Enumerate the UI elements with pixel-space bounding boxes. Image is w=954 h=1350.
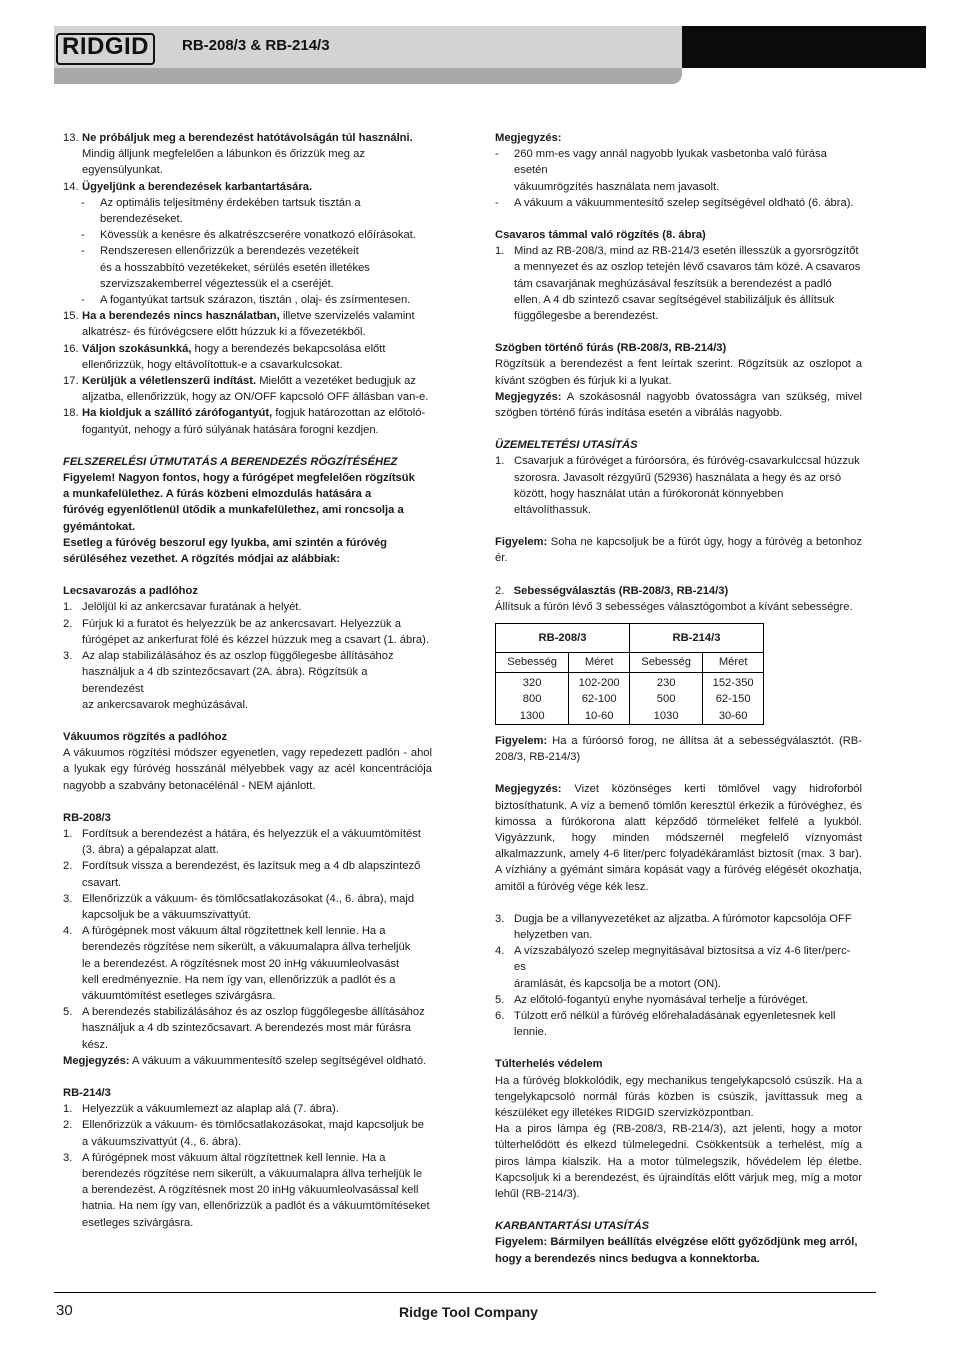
section-title-angle: Szögben történő fúrás (RB-208/3, RB-214/3) (495, 342, 727, 355)
section-title-rb208: RB-208/3 (63, 811, 111, 824)
model-title: RB-208/3 & RB-214/3 (182, 37, 330, 54)
angle-paragraph: Rögzítsük a berendezést a fent leírtak szerint. Rögzítsük az oszlopot a kívánt szögben és fúrjuk ki a lyukat. (495, 358, 862, 387)
rb208-note: Megjegyzés: A vákuum a vákuummentesítő szelep segítségével oldható. (63, 1054, 427, 1067)
list-item: 3. Az alap stabilizálásához és az oszlop függőlegesbe állításához használjuk a 4 db szintezőcsavart (2A. ábra). Rögzítsük a berendezést az ankercsavarok meghúzásával. (63, 650, 394, 711)
overload-paragraph-2: Ha a piros lámpa ég (RB-208/3, RB-214/3), azt jelenti, hogy a motor túlterhelődött és elkezd túlmelegedni. Csökkentsük a terhelést, míg a piros lámpa kialszik. Ha a motor túlmelegszik, hővédelem lép életbe. Kapcsoljuk ki a berendezést, és újraindítás előtt várjuk meg, míg a motor lehűl (RB-214/3). (495, 1123, 862, 1201)
speed-heading: 2. Sebességválasztás (RB-208/3, RB-214/3) (495, 584, 729, 597)
table-header: RB-208/3 (496, 624, 630, 653)
list-item: 3. Ellenőrizzük a vákuum- és tömlőcsatlakozásokat (4., 6. ábra), majd kapcsoljuk be a vákuumszivattyút. (63, 892, 415, 921)
operation-warning: Figyelem: Soha ne kapcsoljuk be a fúrót úgy, hogy a fúróvég a betonhoz ér. (495, 536, 862, 565)
page-header (54, 26, 926, 68)
section-title-rb214: RB-214/3 (63, 1086, 111, 1099)
note-title: Megjegyzés: (495, 132, 562, 144)
dash-item: - 260 mm-es vagy annál nagyobb lyukak vasbetonba való fúrása esetén vákuumrögzítés használata nem javasolt. (495, 148, 827, 193)
table-subheader: Sebesség (629, 653, 702, 673)
list-item: 4. A fúrógépnek most vákuum által rögzítettnek kell lennie. Ha a berendezés rögzítése nem sikerült, a vákuumalapra állva terheljük le a berendezést. A rögzítésnek most 20 inHg vákuumleolvasást kell eredményeznie. Ha nem így van, ellenőrizzük a padlót és a vákuumtömítést esetleges szivárgásra. (63, 925, 411, 1002)
speed-table (495, 623, 764, 725)
section-title-operation: ÜZEMELTETÉSI UTASÍTÁS (495, 439, 638, 452)
table-subheader: Méret (569, 653, 630, 673)
list-item: 13. Ne próbáljuk meg a berendezést hatótávolságán túl használni. Mindig álljunk megfelelően a lábunkon és őrizzük meg az egyensúlyunkat. (63, 132, 413, 177)
overload-paragraph-1: Ha a fúróvég blokkolódik, egy mechanikus tengelykapcsoló csúszik. Ha a tengelykapcsoló normál fúrás közben is csúszik, javíttassuk meg a készüléket egy illetékes RIDGID szervizközpontban. (495, 1074, 862, 1120)
table-header: RB-214/3 (629, 624, 763, 653)
list-item: 1. Fordítsuk a berendezést a hátára, és helyezzük el a vákuumtömítést (3. ábra) a gépalapzat alatt. (63, 827, 421, 857)
list-item: 1. Helyezzük a vákuumlemezt az alaplap alá (7. ábra). (63, 1103, 339, 1116)
angle-note: Megjegyzés: A szokásosnál nagyobb óvatosságra van szükség, mivel szögben történő fúrás indítása esetén a vibrálás nagyobb. (495, 390, 862, 420)
right-column (495, 130, 862, 1267)
list-item: 16. Váljon szokásunkká, hogy a berendezés bekapcsolása előtt ellenőrizzük, hogy eltávolítottuk-e a csavarkulcsokat. (63, 342, 386, 371)
list-item: 3. A fúrógépnek most vákuum által rögzítettnek kell lennie. Ha a berendezés rögzítése nem sikerült, a vákuumalapra állva terheljük le a berendezést. A rögzítésnek most 20 inHg vákuumleolvasással kell hatnia. Ha nem így van, ellenőrizzük a padlót és a vákuumtömítéseket esetleges szivárgásra. (63, 1151, 430, 1229)
header-black-band (682, 26, 926, 68)
section-title-overload: Túlterhelés védelem (495, 1058, 603, 1071)
list-item: 2. Fúrjuk ki a furatot és helyezzük be az ankercsavart. Helyezzük a fúrógépet az ankerfurat fölé és kézzel húzzuk meg a csavart (1. ábra). (63, 617, 429, 646)
list-item: 1. Mind az RB-208/3, mind az RB-214/3 esetén illesszük a gyorsrögzítőt a mennyezet és az oszlop tetején lévő csavaros tám közé. A csavaros tám csavarjának meghúzásával feszítsük a berendezést a padló ellen. A 4 db szintező csavar segítségével stabilizáljuk és állítsuk függőlegesbe a berendezést. (495, 245, 861, 323)
list-item: 1. Jelöljül ki az ankercsavar furatának a helyét. (63, 601, 302, 614)
table-cell: 152-350 62-150 30-60 (703, 673, 764, 725)
table-subheader: Sebesség (496, 653, 569, 673)
water-note: Megjegyzés: Vizet közönséges kerti tömlővel vagy hidroforból biztosíthatunk. A víz a bemenő tömlőn keresztül érkezik a fúróvéghez, és kimossa a fúrókorona alatt képződő törmeléket felfelé a lyukból. Vigyázzunk, hogy minden módszernél megfelelő víznyomást alkalmazzunk, amely 4-6 liter/perc folyadékáramlást biztosít (max. 3 bar). A vízhiány a gyémánt simára kopását vagy a fúróvég elégését okozhatja, amitől a fúróvég vége kék lesz. (495, 783, 862, 893)
speed-paragraph: Állítsuk a fúrón lévő 3 sebességes választógombot a kívánt sebességre. (495, 600, 853, 613)
left-column (63, 130, 432, 1231)
section-title-screw: Csavaros támmal való rögzítés (8. ábra) (495, 229, 706, 242)
table-subheader: Méret (703, 653, 764, 673)
list-item: 3. Dugja be a villanyvezetéket az aljzatba. A fúrómotor kapcsolója OFF helyzetben van. (495, 912, 852, 941)
dash-item: - Rendszeresen ellenőrizzük a berendezés vezetékeit és a hosszabbító vezetékeket, sérülés esetén illetékes szervizszakemberrel végeztessük el a cseréjét. (81, 245, 370, 290)
table-cell: 320 800 1300 (496, 673, 569, 725)
list-item: 5. A berendezés stabilizálásához és az oszlop függőlegesbe állításához használjuk a 4 db szintezőcsavart. A berendezés most már fúrásra kész. (63, 1006, 425, 1051)
footer-company: Ridge Tool Company (399, 1304, 538, 1320)
table-cell: 102-200 62-100 10-60 (569, 673, 630, 725)
list-item: 18. Ha kioldjuk a szállító zárófogantyút, fogjuk határozottan az előtoló- fogantyút, nehogy a fúró súlyának hatására forogni kezdjen. (63, 407, 426, 436)
ridgid-logo: RIDGID (56, 33, 155, 65)
turn-warning: Figyelem: Ha a fúróorsó forog, ne állítsa át a sebességválasztót. (RB-208/3, RB-214/3) (495, 734, 862, 764)
list-item: 1. Csavarjuk a fúróvéget a fúróorsóra, és fúróvég-csavarkulccsal húzzuk szorosra. Javasolt rézgyűrű (52936) használata a hegy és az orsó között, hogy használat után a fúrókoronát könnyebben eltávolíthassuk. (495, 455, 860, 517)
list-item: 17. Kerüljük a véletlenszerű indítást. Mielőtt a vezetéket bedugjuk az aljzatba, ellenőrizzük, hogy az ON/OFF kapcsoló OFF állásban van-e. (63, 375, 429, 404)
setup-warning: Figyelem! Nagyon fontos, hogy a fúrógépet megfelelően rögzítsük a munkafelülethez. A fúrás közbeni elmozdulás hatására a fúróvég egyenlőtlenül ütődik a munkafelülethez, ami roncsolja a gyémántokat. Esetleg a fúróvég beszorul egy lyukba, ami szintén a fúróvég sérüléséhez vezethet. A rögzítés módjai az alábbiak: (63, 472, 415, 566)
list-item: 4. A vízszabályozó szelep megnyitásával biztosítsa a víz 4-6 liter/perc-es áramlását, és kapcsolja be a motort (ON). (495, 945, 851, 990)
page-number: 30 (56, 1302, 73, 1319)
section-title-maintenance: KARBANTARTÁSI UTASÍTÁS (495, 1220, 650, 1233)
list-item: 14. Ügyeljünk a berendezések karbantartására. (63, 180, 313, 193)
dash-item: - A fogantyúkat tartsuk szárazon, tisztán , olaj- és zsírmentesen. (81, 294, 411, 307)
list-item: 2. Ellenőrizzük a vákuum- és tömlőcsatlakozásokat, majd kapcsoljuk be a vákuumszivattyút (4., 6. ábra). (63, 1119, 424, 1148)
footer-rule (54, 1292, 876, 1293)
header-grey-band (54, 26, 682, 68)
vacuum-paragraph: A vákuumos rögzítési módszer egyenetlen, vagy repedezett padlón - ahol a lyukak egy fúróvég hosszánál mélyebbek vagy az acél koncentrációja nagyobb a szabvány betonacélénál - NEM ajánlott. (63, 747, 432, 792)
list-item: 5. Az előtoló-fogantyú enyhe nyomásával terhelje a fúróvéget. (495, 993, 809, 1006)
dash-item: - Kövessük a kenésre és alkatrészcserére vonatkozó előírásokat. (81, 229, 416, 242)
section-title-anchor: Lecsavarozás a padlóhoz (63, 585, 198, 598)
header-stripe (54, 68, 682, 84)
section-title-setup: FELSZERELÉSI ÚTMUTATÁS A BERENDEZÉS RÖGZÍTÉSÉHEZ (63, 455, 398, 468)
maintenance-warning: Figyelem: Bármilyen beállítás elvégzése előtt győződjünk meg arról, hogy a berendezés nincs bedugva a konnektorba. (495, 1236, 858, 1265)
table-cell: 230 500 1030 (629, 673, 702, 725)
list-item: 2. Fordítsuk vissza a berendezést, és lazítsuk meg a 4 db alapszintező csavart. (63, 860, 421, 889)
list-item: 6. Túlzott erő nélkül a fúróvég előrehaladásának egyenletesnek kell lennie. (495, 1010, 836, 1039)
dash-item: - A vákuum a vákuummentesítő szelep segítségével oldható (6. ábra). (495, 196, 854, 209)
dash-item: - Az optimális teljesítmény érdekében tartsuk tisztán a berendezéseket. (81, 196, 361, 226)
section-title-vacuum: Vákuumos rögzítés a padlóhoz (63, 730, 228, 743)
list-item: 15. Ha a berendezés nincs használatban, illetve szervizelés valamint alkatrész- és fúróvégcsere előtt húzzuk ki a fővezetékből. (63, 310, 415, 339)
